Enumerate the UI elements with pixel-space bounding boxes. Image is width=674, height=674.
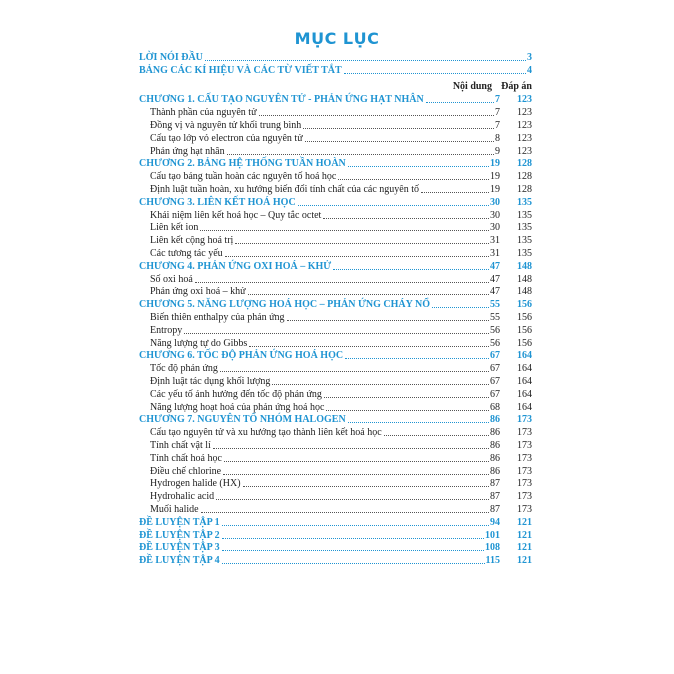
toc-label: BẢNG CÁC KÍ HIỆU VÀ CÁC TỪ VIẾT TẮT [139,64,342,76]
toc-label: Hydrohalic acid [150,491,215,503]
toc-label: Đồng vị và nguyên tử khối trung bình [150,120,302,131]
toc-item[interactable] [139,440,532,452]
toc-label: Tính chất hoá học [150,452,222,464]
toc-label: CHƯƠNG 1. CẤU TẠO NGUYÊN TỬ - PHẢN ỨNG HẠT NHÂN [139,94,424,106]
answer-page: 156 [517,299,532,311]
toc-label: Số oxi hoá [150,273,193,285]
content-page: 9 [495,145,500,157]
toc-label: Cấu tạo nguyên tử và xu hướng tạo thành liên kết hoá học [150,427,382,439]
content-page: 47 [490,273,500,285]
answer-page: 164 [517,376,532,387]
content-page: 30 [490,222,500,234]
dot-leader [225,256,489,257]
dot-leader [432,307,489,308]
toc-item[interactable] [139,107,532,119]
toc-item[interactable] [139,427,532,439]
dot-leader [298,205,489,206]
toc-item[interactable] [139,120,532,132]
content-page: 55 [490,299,500,311]
answer-page: 148 [517,273,532,285]
toc-entry[interactable] [139,65,532,77]
toc-label: Cấu tạo lớp vỏ electron của nguyên tử [150,132,303,144]
toc-label: Entropy [150,324,183,336]
answer-page: 121 [517,529,532,541]
content-page: 86 [490,440,500,451]
content-page: 94 [490,516,500,528]
toc-label: ĐỀ LUYỆN TẬP 1 [139,516,220,528]
toc-label: ĐỀ LUYỆN TẬP 3 [139,542,220,554]
content-page: 115 [485,555,500,567]
toc-label: Biến thiên enthalpy của phản ứng [150,312,285,323]
toc-chapter[interactable] [139,530,532,542]
content-page: 3 [527,52,532,63]
toc-chapter[interactable] [139,299,532,311]
toc-item[interactable] [139,478,532,490]
toc-item[interactable] [139,491,532,503]
toc-label: Các yếu tố ảnh hưởng đến tốc độ phản ứng [150,388,322,400]
toc-item[interactable] [139,210,532,222]
content-page: 47 [490,260,500,272]
dot-leader [184,333,489,334]
answer-page: 173 [517,414,532,426]
dot-leader [272,384,489,385]
dot-leader [195,282,489,283]
content-page: 19 [490,171,500,183]
answer-page: 128 [517,184,532,195]
toc-entry[interactable] [139,52,532,64]
toc-label: Phản ứng hạt nhân [150,145,225,157]
answer-page: 135 [517,222,532,234]
toc-label: ĐỀ LUYỆN TẬP 4 [139,555,220,567]
toc-label: CHƯƠNG 7. NGUYÊN TỐ NHÓM HALOGEN [139,414,346,426]
content-page: 87 [490,478,500,490]
content-page: 8 [495,132,500,144]
dot-leader [344,73,526,74]
dot-leader [224,461,489,462]
content-page: 86 [490,427,500,439]
content-page: 86 [490,465,500,477]
toc-label: Định luật tác dụng khối lượng [150,376,271,387]
dot-leader [324,397,489,398]
toc-label: Cấu tạo bảng tuần hoàn các nguyên tố hoá học [150,171,337,183]
dot-leader [348,166,489,167]
toc-item[interactable] [139,504,532,516]
answer-page: 121 [517,542,532,554]
content-page: 7 [495,120,500,131]
dot-leader [326,410,489,411]
content-page: 67 [490,376,500,387]
answer-page: 156 [517,324,532,336]
content-page: 7 [495,94,500,106]
answer-page: 123 [517,94,532,106]
content-page: 86 [490,414,500,426]
toc-item[interactable] [139,376,532,388]
toc-item[interactable] [139,312,532,324]
page-title: MỤC LỤC [294,29,380,48]
toc-label: Tốc độ phản ứng [150,363,218,375]
content-page: 7 [495,107,500,119]
answer-page: 123 [517,145,532,157]
toc-chapter[interactable] [139,517,532,529]
content-page: 56 [490,337,500,349]
dot-leader [222,525,489,526]
toc-label: Liên kết cộng hoá trị [150,235,234,247]
toc-label: CHƯƠNG 4. PHẢN ỨNG OXI HOÁ – KHỬ [139,260,332,272]
dot-leader [348,422,489,423]
toc-label: Năng lượng hoạt hoá của phản ứng hoá học [150,401,325,413]
toc-label: Muối halide [150,504,199,515]
toc-label: CHƯƠNG 3. LIÊN KẾT HOÁ HỌC [139,196,296,208]
toc-item[interactable] [139,171,532,183]
content-page: 101 [485,529,500,541]
toc-label: CHƯƠNG 5. NĂNG LƯỢNG HOÁ HỌC – PHẢN ỨNG CHÁY NỔ [139,299,431,311]
toc-label: CHƯƠNG 2. BẢNG HỆ THỐNG TUẦN HOÀN [139,158,346,170]
answer-page: 164 [517,350,532,362]
dot-leader [323,218,489,219]
dot-leader [235,243,489,244]
toc-item[interactable] [139,146,532,158]
dot-leader [220,371,489,372]
dot-leader [249,346,489,347]
answer-page: 173 [517,452,532,464]
toc-chapter[interactable] [139,414,532,426]
dot-leader [259,115,495,116]
answer-page: 156 [517,312,532,323]
content-page: 68 [490,401,500,413]
answer-page: 148 [517,260,532,272]
answer-page: 121 [517,516,532,528]
toc-item[interactable] [139,389,532,401]
toc-item[interactable] [139,466,532,478]
dot-leader [213,448,489,449]
toc-item[interactable] [139,363,532,375]
content-page: 30 [490,209,500,221]
toc-label: ĐỀ LUYỆN TẬP 2 [139,529,220,541]
toc-item[interactable] [139,248,532,260]
column-header [139,81,532,93]
dot-leader [223,474,489,475]
toc-chapter[interactable] [139,350,532,362]
toc-item[interactable] [139,184,532,196]
toc-label: Năng lượng tự do Gibbs [150,337,248,349]
content-page: 87 [490,504,500,515]
toc-label: Điều chế chlorine [150,465,222,477]
dot-leader [227,154,494,155]
dot-leader [216,499,489,500]
content-page: 108 [485,542,500,554]
content-page: 56 [490,324,500,336]
toc-item[interactable] [139,274,532,286]
dot-leader [243,486,489,487]
answer-page: 135 [517,248,532,259]
answer-page: 173 [517,440,532,451]
dot-leader [200,230,489,231]
toc-chapter[interactable] [139,542,532,554]
toc-item[interactable] [139,338,532,350]
content-page: 86 [490,452,500,464]
answer-page: 173 [517,491,532,503]
answer-page: 156 [517,337,532,349]
toc-label: Hydrogen halide (HX) [150,478,241,490]
toc-label: CHƯƠNG 6. TỐC ĐỘ PHẢN ỨNG HOÁ HỌC [139,350,344,362]
toc-label: Định luật tuần hoàn, xu hướng biến đổi tính chất của các nguyên tố [150,184,419,195]
content-page: 55 [490,312,500,323]
toc-chapter[interactable] [139,555,532,567]
toc-item[interactable] [139,325,532,337]
content-page: 67 [490,363,500,375]
answer-page: 123 [517,107,532,119]
toc-item[interactable] [139,402,532,414]
dot-leader [338,179,489,180]
toc-chapter[interactable] [139,94,532,106]
dot-leader [205,60,526,61]
answer-page: 128 [517,158,532,170]
toc-label: LỜI NÓI ĐẦU [139,52,203,63]
dot-leader [222,550,484,551]
answer-page: 135 [517,209,532,221]
answer-page: 148 [517,286,532,298]
answer-page: 128 [517,171,532,183]
dot-leader [333,269,489,270]
content-page: 67 [490,388,500,400]
toc-chapter[interactable] [139,197,532,209]
answer-page: 173 [517,465,532,477]
dot-leader [345,358,489,359]
toc-label: Thành phần của nguyên tử [150,107,257,119]
content-page: 31 [490,248,500,259]
content-page: 67 [490,350,500,362]
toc-item[interactable] [139,222,532,234]
content-page: 19 [490,184,500,195]
toc-label: Các tương tác yếu [150,248,223,259]
toc-item[interactable] [139,286,532,298]
toc-label: Khái niệm liên kết hoá học – Quy tắc octet [150,209,322,221]
content-page: 47 [490,286,500,298]
answer-page: 173 [517,504,532,515]
dot-leader [287,320,489,321]
answer-page: 173 [517,478,532,490]
answer-page: 135 [517,196,532,208]
toc-label: Tính chất vật lí [150,440,211,451]
content-page: 4 [527,64,532,76]
toc-item[interactable] [139,235,532,247]
dot-leader [305,141,494,142]
answer-page: 135 [517,235,532,247]
toc-chapter[interactable] [139,261,532,273]
answer-page: 164 [517,363,532,375]
dot-leader [201,512,489,513]
dot-leader [303,128,494,129]
content-page: 31 [490,235,500,247]
toc-label: Liên kết ion [150,222,199,234]
dot-leader [222,538,484,539]
dot-leader [384,435,489,436]
content-page: 30 [490,196,500,208]
toc-label: Phản ứng oxi hoá – khử [150,286,246,298]
answer-page: 121 [517,555,532,567]
content-page: 87 [490,491,500,503]
toc-chapter[interactable] [139,158,532,170]
toc-item[interactable] [139,133,532,145]
answer-page: 173 [517,427,532,439]
content-page: 19 [490,158,500,170]
dot-leader [421,192,489,193]
content-column-header: Nội dung [452,80,492,92]
answer-page: 123 [517,132,532,144]
answer-page: 164 [517,388,532,400]
toc-item[interactable] [139,453,532,465]
dot-leader [248,294,489,295]
answer-page: 164 [517,401,532,413]
dot-leader [426,102,494,103]
dot-leader [222,563,485,564]
answer-column-header: Đáp án [501,80,532,92]
answer-page: 123 [517,120,532,131]
